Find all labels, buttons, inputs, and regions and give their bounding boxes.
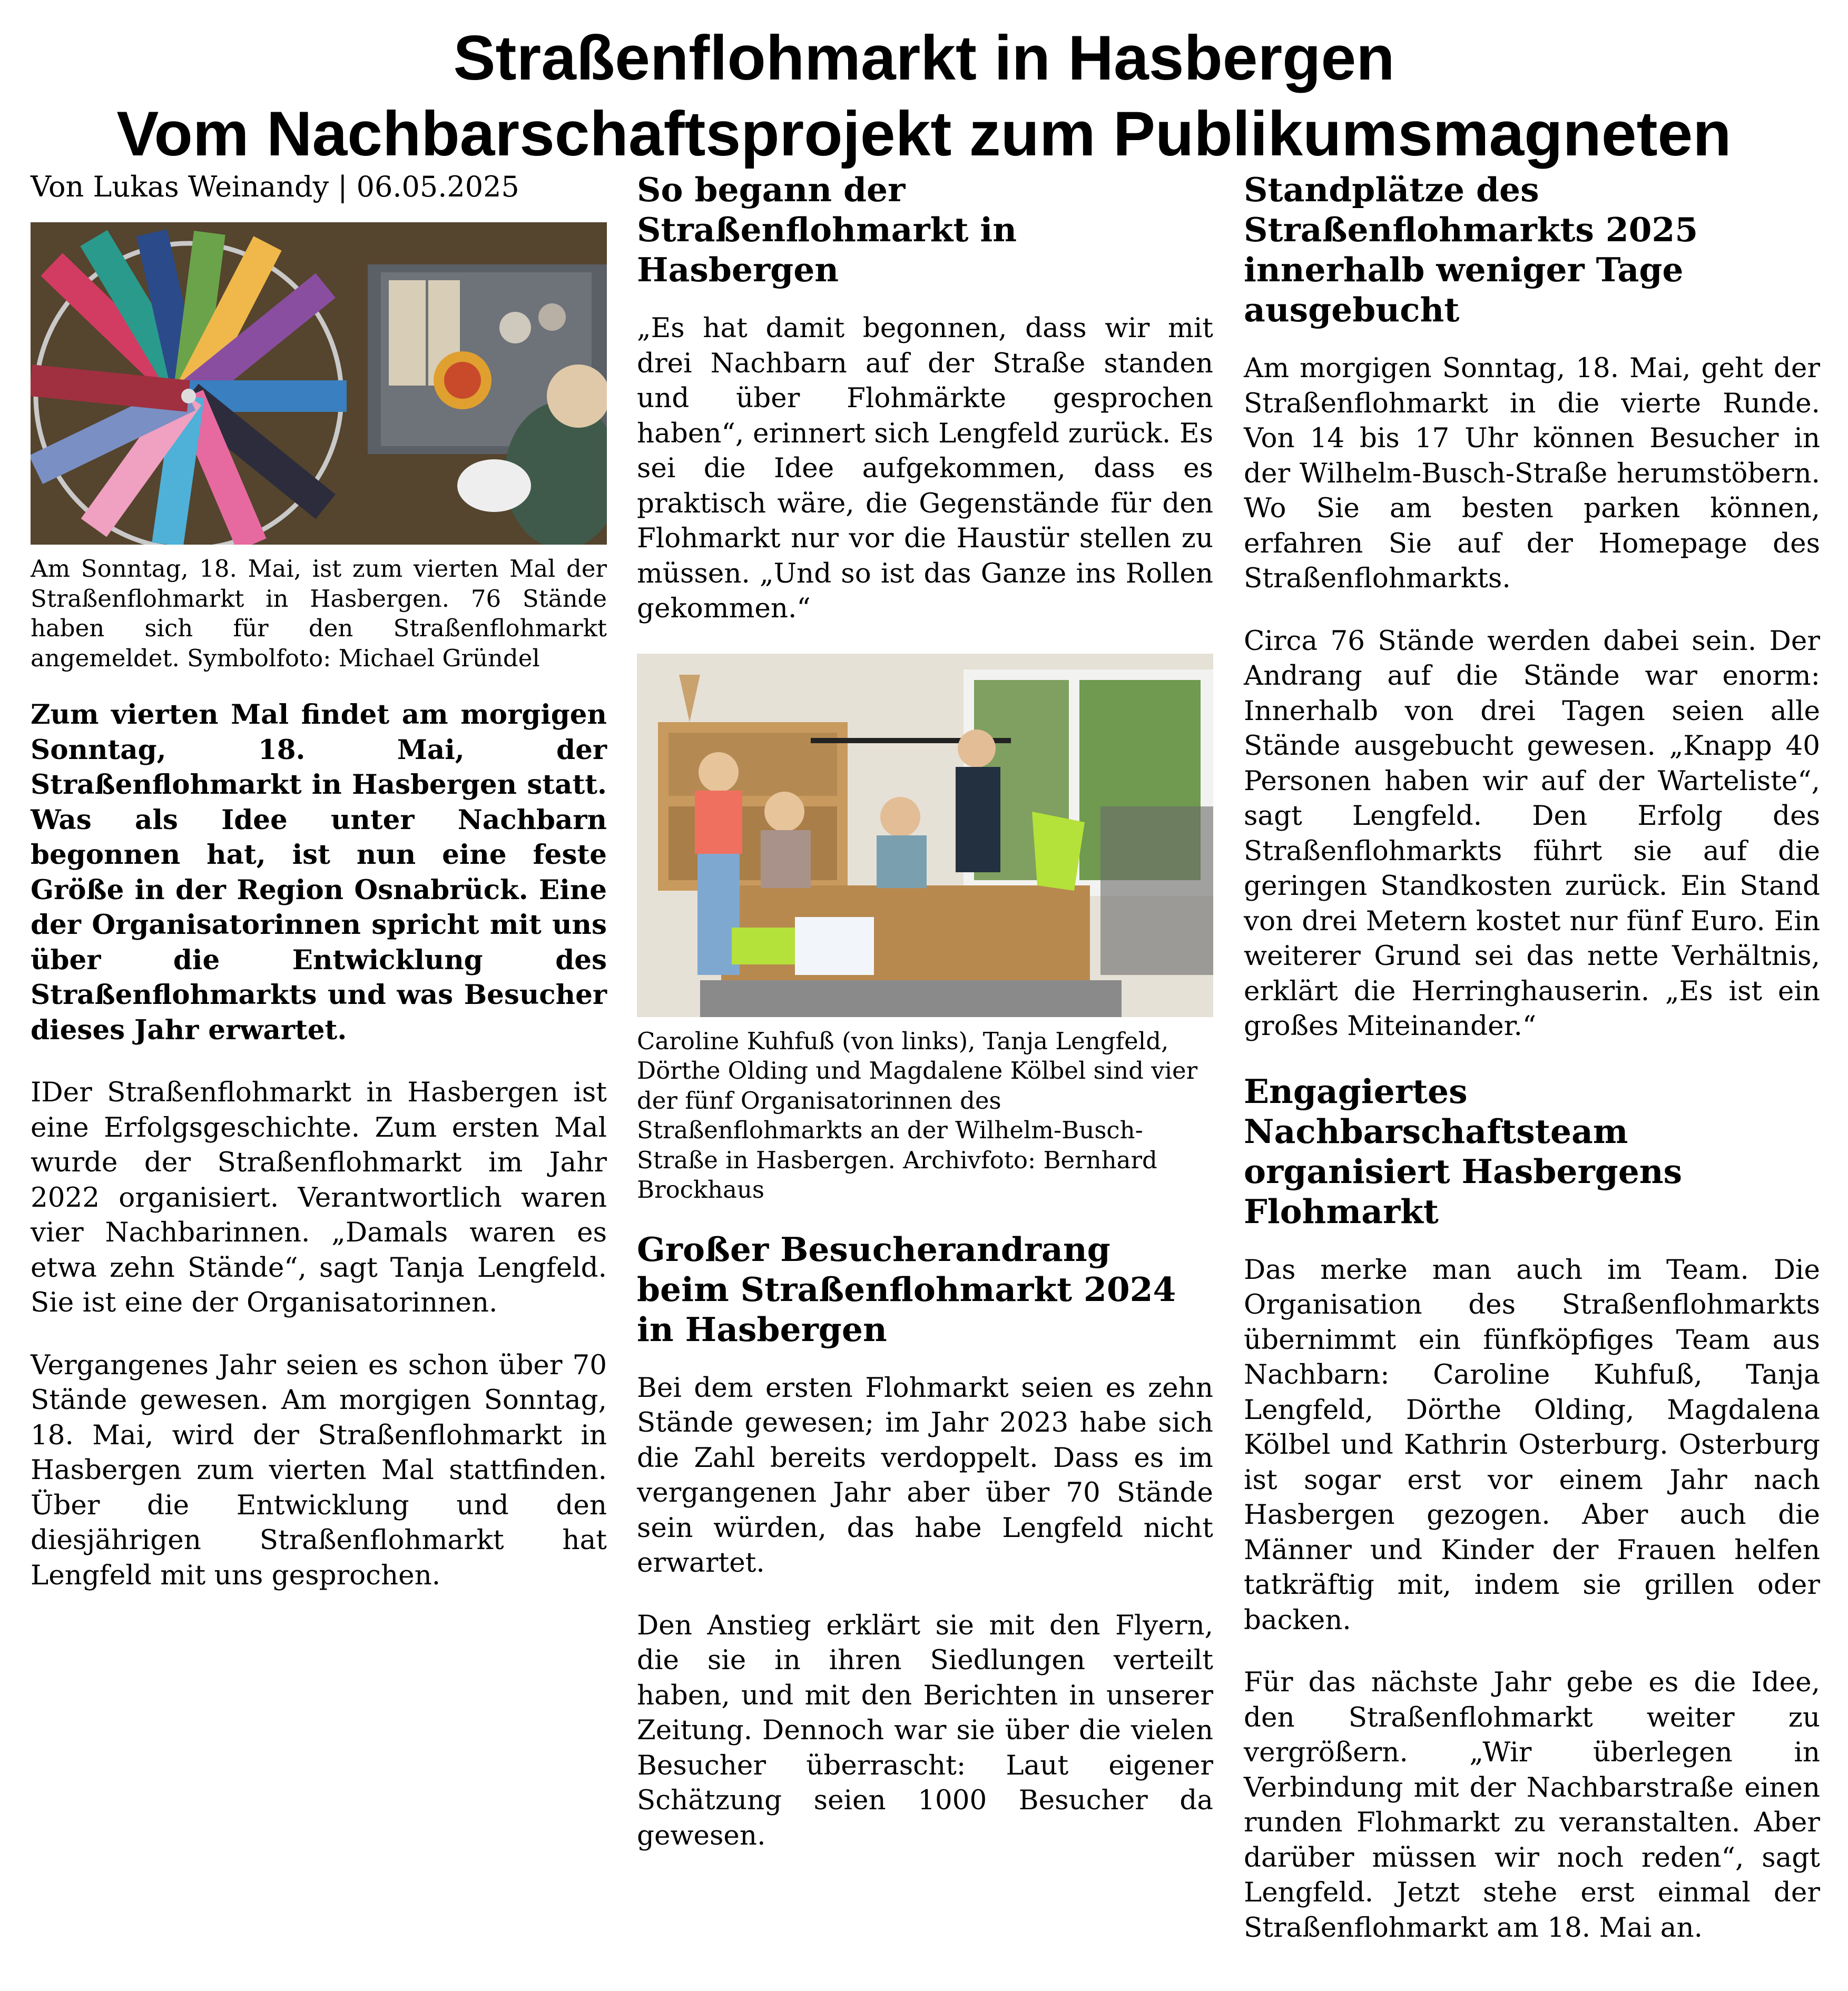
flea-market-photo: [31, 222, 607, 545]
section-heading-visitors: Großer Besucherandrang beim Straßenflohmarkt 2024 in Hasbergen: [637, 1229, 1176, 1349]
column-2: [637, 170, 1213, 1880]
body-paragraph-2: Vergangenes Jahr seien es schon über 70 Stände gewesen. Am morgigen Sonntag, 18. Mai, wird der Straßenflohmarkt in Hasbergen zum vierten Mal stattfinden. Über die Entwicklung und den diesjährigen Straßenflohmarkt hat Lengfeld mit uns gesprochen.: [31, 1349, 607, 1591]
headline-line-2: Vom Nachbarschaftsprojekt zum Publikumsmagneten: [116, 98, 1732, 169]
body-paragraph-9: Für das nächste Jahr gebe es die Idee, den Straßenflohmarkt weiter zu vergrößern. „Wir überlegen in Verbindung mit der Nachbarstraße einen runden Flohmarkt zu veranstalten. Aber darüber müssen wir noch reden“, sagt Lengfeld. Jetzt stehe erst einmal der Straßenflohmarkt am 18. Mai an.: [1244, 1667, 1820, 1944]
body-paragraph-8: Das merke man auch im Team. Die Organisation des Straßenflohmarkts übernimmt ein fünfköpfiges Team aus Nachbarn: Caroline Kuhfuß, Tanja Lengfeld, Dörthe Olding, Magdalena Kölbel und Kathrin Osterburg. Osterburg ist sogar erst vor einem Jahr nach Hasbergen gezogen. Aber auch die Männer und Kinder der Frauen helfen tatkräftig mit, indem sie grillen oder backen.: [1244, 1254, 1820, 1636]
headline: [0, 20, 1848, 172]
section-heading-start: So begann der Straßenflohmarkt in Hasbergen: [637, 170, 1017, 289]
section-heading-booked: Standplätze des Straßenflohmarkts 2025 innerhalb weniger Tage ausgebucht: [1244, 170, 1698, 329]
body-paragraph-4: Bei dem ersten Flohmarkt seien es zehn Stände gewesen; im Jahr 2023 habe sich die Zahl bereits verdoppelt. Dass es im vergangenen Jahr aber über 70 Stände sein würden, das habe Lengfeld nicht erwartet.: [637, 1372, 1213, 1579]
lede-paragraph: Zum vierten Mal findet am morgigen Sonntag, 18. Mai, der Straßenflohmarkt in Hasbergen statt. Was als Idee unter Nachbarn begonnen hat, ist nun eine feste Größe in der Region Osnabrück. Eine der Organisatorinnen spricht mit uns über die Entwicklung des Straßenflohmarkts und was Besucher dieses Jahr erwartet.: [31, 699, 607, 1046]
column-1: [31, 170, 607, 1620]
flea-market-photo-icon: [31, 222, 607, 545]
body-paragraph-1: IDer Straßenflohmarkt in Hasbergen ist eine Erfolgsgeschichte. Zum ersten Mal wurde der Straßenflohmarkt im Jahr 2022 organisiert. Verantwortlich waren vier Nachbarinnen. „Damals waren es etwa zehn Stände“, sagt Tanja Lengfeld. Sie ist eine der Organisatorinnen.: [31, 1077, 607, 1318]
photo-caption-1: Am Sonntag, 18. Mai, ist zum vierten Mal der Straßenflohmarkt in Hasbergen. 76 Stände haben sich für den Straßenflohmarkt angemeldet. Symbolfoto: Michael Gründel: [31, 555, 607, 672]
organizers-photo: [637, 654, 1213, 1017]
column-3: [1244, 170, 1820, 1973]
body-paragraph-3: „Es hat damit begonnen, dass wir mit drei Nachbarn auf der Straße standen und über Flohmärkte gesprochen haben“, erinnert sich Lengfeld zurück. Es sei die Idee aufgekommen, dass es praktisch wäre, die Gegenstände für den Flohmarkt nur vor die Haustür stellen zu müssen. „Und so ist das Ganze ins Rollen gekommen.“: [637, 312, 1213, 624]
section-heading-team: Engagiertes Nachbarschaftsteam organisiert Hasbergens Flohmarkt: [1244, 1071, 1683, 1231]
body-paragraph-5: Den Anstieg erklärt sie mit den Flyern, die sie in ihren Siedlungen verteilt haben, und mit den Berichten in unserer Zeitung. Dennoch war sie über die vielen Besucher überrascht: Laut eigener Schätzung seien 1000 Besucher da gewesen.: [637, 1609, 1213, 1851]
organizers-photo-icon: [637, 654, 1213, 1017]
photo-caption-2: Caroline Kuhfuß (von links), Tanja Lengfeld, Dörthe Olding und Magdalene Kölbel sind vier der fünf Organisatorinnen des Straßenflohmarkts an der Wilhelm-Busch-Straße in Hasbergen. Archivfoto: Bernhard Brockhaus: [637, 1027, 1198, 1204]
byline: Von Lukas Weinandy | 06.05.2025: [31, 170, 519, 203]
headline-line-1: Straßenflohmarkt in Hasbergen: [453, 23, 1395, 93]
body-paragraph-7: Circa 76 Stände werden dabei sein. Der Andrang auf die Stände war enorm: Innerhalb von drei Tagen seien alle Stände ausgebucht gewesen. „Knapp 40 Personen haben wir auf der Warteliste“, sagt Lengfeld. Den Erfolg des Straßenflohmarkts führt sie auf die geringen Standkosten zurück. Ein Stand von drei Metern kostet nur fünf Euro. Ein weiterer Grund sei das nette Verhältnis, erklärt die Herringhauserin. „Es ist ein großes Miteinander.“: [1244, 625, 1820, 1042]
body-paragraph-6: Am morgigen Sonntag, 18. Mai, geht der Straßenflohmarkt in die vierte Runde. Von 14 bis 17 Uhr können Besucher in der Wilhelm-Busch-Straße herumstöbern. Wo Sie am besten parken können, erfahren Sie auf der Homepage des Straßenflohmarkts.: [1244, 352, 1820, 594]
